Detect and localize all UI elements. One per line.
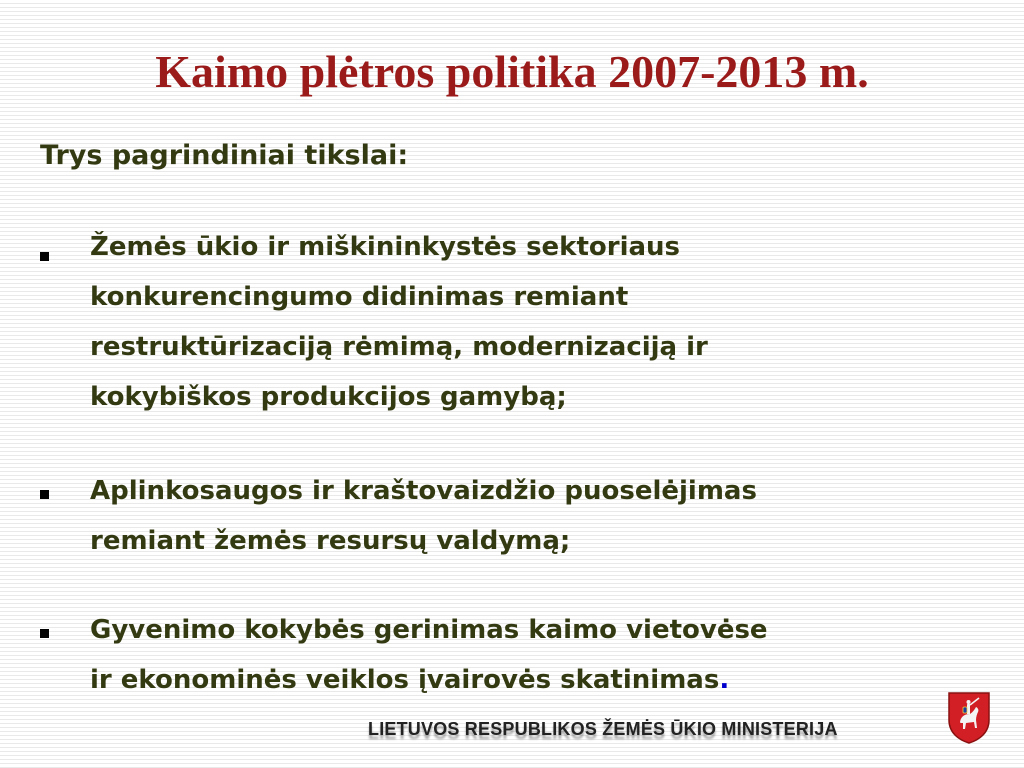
ministry-name: LIETUVOS RESPUBLIKOS ŽEMĖS ŪKIO MINISTERIJA: [368, 719, 838, 739]
bullet-1-line-4: kokybiškos produkcijos gamybą;: [90, 382, 567, 412]
bullet-3-line-2: [90, 655, 990, 705]
bullet-2-line-2: remiant žemės resursų valdymą;: [90, 526, 571, 556]
bullet-text-3: [90, 605, 990, 705]
slide-subtitle: Trys pagrindiniai tikslai:: [40, 140, 409, 171]
bullet-3-line-1: Gyvenimo kokybės gerinimas kaimo vietovėse: [90, 615, 768, 645]
bullet-marker-icon: [40, 629, 49, 638]
bullet-text-2: [90, 466, 990, 566]
bullet-1-line-1: Žemės ūkio ir miškininkystės sektoriaus: [90, 232, 681, 262]
bullet-1-line-2: konkurencingumo didinimas remiant: [90, 282, 629, 312]
bullet-1-line-3: restruktūrizaciją rėmimą, modernizaciją ir: [90, 332, 708, 362]
bullet-text-1: [90, 222, 990, 422]
bullet-3-line-2-text: ir ekonominės veiklos įvairovės skatinimas: [90, 665, 720, 695]
lithuanian-coat-of-arms-icon: [946, 690, 992, 744]
bullet-marker-icon: [40, 490, 49, 499]
trailing-period: .: [719, 665, 730, 695]
slide-title: Kaimo plėtros politika 2007-2013 m.: [155, 46, 869, 97]
bullet-marker-icon: [40, 252, 49, 261]
bullet-2-line-1: Aplinkosaugos ir kraštovaizdžio puoselėjimas: [90, 476, 757, 506]
